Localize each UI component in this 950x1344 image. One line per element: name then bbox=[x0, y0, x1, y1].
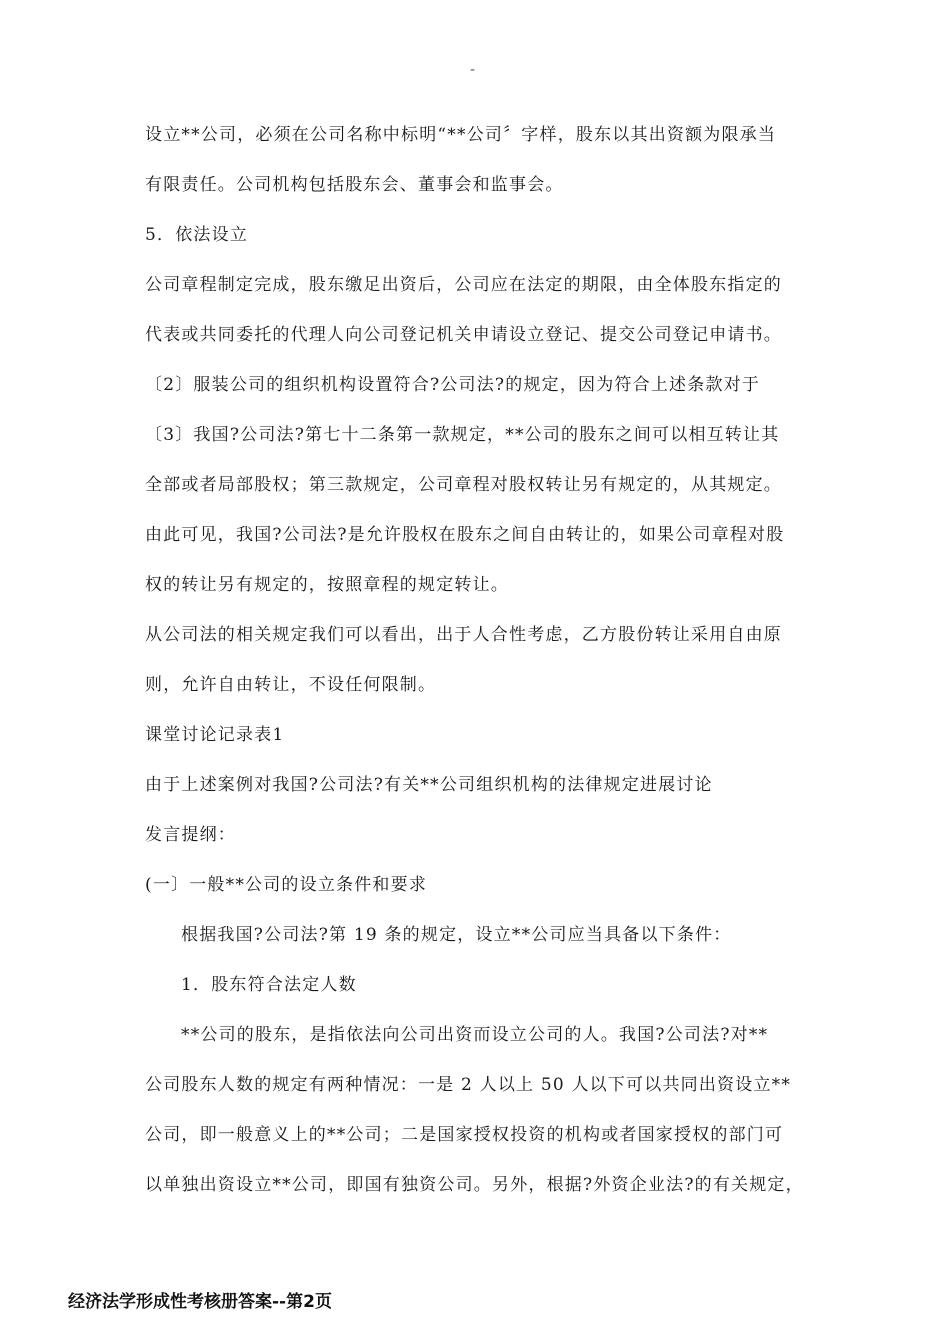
paragraph-line: 则，允许自由转让，不设任何限制。 bbox=[145, 675, 437, 695]
paragraph-line: 有限责任。公司机构包括股东会、董事会和监事会。 bbox=[145, 175, 564, 195]
document-body bbox=[145, 116, 815, 1216]
page-header-mark: - bbox=[470, 62, 476, 78]
paragraph-line: 由此可见，我国?公司法?是允许股权在股东之间自由转让的，如果公司章程对股 bbox=[145, 525, 785, 545]
page-footer: 经济法学形成性考核册答案--第2页 bbox=[68, 1292, 332, 1312]
section-heading: 5．依法设立 bbox=[145, 225, 249, 245]
paragraph-line: 公司章程制定完成，股东缴足出资后，公司应在法定的期限，由全体股东指定的 bbox=[145, 275, 782, 295]
paragraph-line: 根据我国?公司法?第 19 条的规定，设立**公司应当具备以下条件： bbox=[181, 925, 732, 945]
paragraph-line: 代表或共同委托的代理人向公司登记机关申请设立登记、提交公司登记申请书。 bbox=[145, 325, 782, 345]
paragraph-line: 公司，即一般意义上的**公司；二是国家授权投资的机构或者国家授权的部门可 bbox=[145, 1125, 784, 1145]
paragraph-line: 从公司法的相关规定我们可以看出，出于人合性考虑，乙方股份转让采用自由原 bbox=[145, 625, 782, 645]
section-heading: 发言提纲： bbox=[145, 825, 236, 845]
section-heading: (一〕一般**公司的设立条件和要求 bbox=[145, 875, 428, 895]
section-heading: 1．股东符合法定人数 bbox=[181, 975, 357, 995]
paragraph-line: 〔2〕服装公司的组织机构设置符合?公司法?的规定，因为符合上述条款对于 bbox=[145, 375, 761, 395]
paragraph-line: **公司的股东，是指依法向公司出资而设立公司的人。我国?公司法?对** bbox=[181, 1025, 769, 1045]
paragraph-line: 以单独出资设立**公司，即国有独资公司。另外，根据?外资企业法?的有关规定， bbox=[145, 1175, 804, 1195]
paragraph-line: 权的转让另有规定的，按照章程的规定转让。 bbox=[145, 575, 509, 595]
paragraph-line: 由于上述案例对我国?公司法?有关**公司组织机构的法律规定进展讨论 bbox=[145, 775, 713, 795]
paragraph-line: 全部或者局部股权；第三款规定，公司章程对股权转让另有规定的，从其规定。 bbox=[145, 475, 782, 495]
paragraph-line: 设立**公司，必须在公司名称中标明“**公司〞字样，股东以其出资额为限承当 bbox=[145, 125, 777, 145]
section-heading: 课堂讨论记录表1 bbox=[145, 725, 285, 745]
paragraph-line: 〔3〕我国?公司法?第七十二条第一款规定，**公司的股东之间可以相互转让其 bbox=[145, 425, 780, 445]
paragraph-line: 公司股东人数的规定有两种情况：一是 2 人以上 50 人以下可以共同出资设立** bbox=[145, 1075, 792, 1095]
